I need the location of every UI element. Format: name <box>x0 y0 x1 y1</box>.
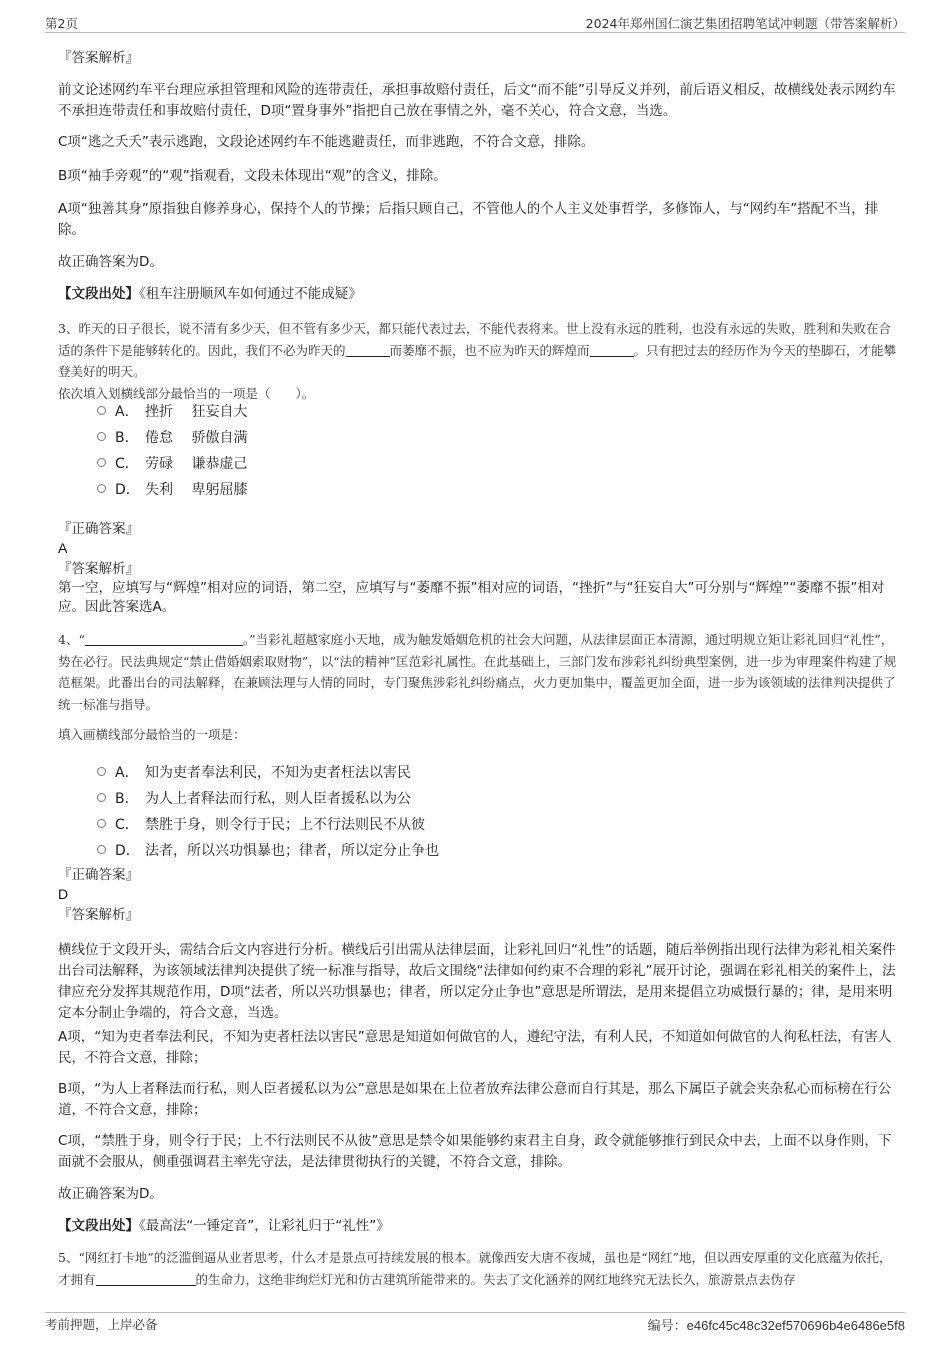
q4-source <box>58 1216 898 1236</box>
paragraph: 横线位于文段开头，需结合后文内容进行分析。横线后引出需从法律层面，让彩礼回归“礼性”的话题，随后举例指出现行法律为彩礼相关案件出台司法解释，为该领域法律判决提供了统一标准与指导，故后文围绕“法律如何约束不合理的彩礼”展开讨论，强调在彩礼相关的案件上，法律应充分发挥其规范作用，D项“法者，所以兴功惧暴也；律者，所以定分止争也”意思是所谓法，是用来提倡立功威慑行暴的；律，是用来明定本分制止争端的，符合文意，当选。 <box>58 942 896 1021</box>
page-number: 第2页 <box>45 16 78 31</box>
source-line <box>58 1216 898 1236</box>
q4-analysis-p1 <box>58 940 898 1024</box>
radio-icon[interactable] <box>97 767 106 776</box>
radio-icon[interactable] <box>97 845 106 854</box>
stem-part: 3、昨天的日子很长，说不清有多少天，但不管有多少天，都只能代表过去，不能代表将来。世上没有永远的胜利，也没有永远的失败，胜利和失败在合适的条件下是能够转化的。因此，我们不必为昨天的 <box>58 321 891 358</box>
q3-options <box>97 398 797 502</box>
question-prompt: 依次填入划横线部分最恰当的一项是（ ）。 <box>58 385 315 401</box>
option-key: C． <box>115 817 139 833</box>
paragraph: C项，“禁胜于身，则令行于民；上不行法则民不从彼”意思是禁令如果能够约束君主自身，政令就能够推行到民众中去，上面不以身作则，下面就不会服从，侧重强调君主率先守法，是法律贯彻执行的关键，不符合文意，排除。 <box>58 1133 892 1170</box>
blank-line <box>85 631 243 646</box>
q4-answer <box>58 865 898 925</box>
blank-line <box>346 342 390 357</box>
option-c[interactable] <box>97 450 797 476</box>
option-d[interactable] <box>97 476 797 502</box>
analysis-label: 『答案解析』 <box>58 561 139 577</box>
stem-part: 而萎靡不振，也不应为昨天的辉煌而 <box>389 342 590 358</box>
radio-icon[interactable] <box>97 819 106 828</box>
page-footer <box>45 1312 905 1333</box>
option-b[interactable] <box>97 785 797 811</box>
option-key: D． <box>115 482 140 498</box>
question-text <box>58 318 898 383</box>
q3-stem <box>58 318 898 404</box>
radio-icon[interactable] <box>97 484 106 493</box>
radio-icon[interactable] <box>97 793 106 802</box>
option-b[interactable] <box>97 424 797 450</box>
option-text: 倦怠 骄傲自满 <box>145 430 248 446</box>
blank-line <box>590 342 634 357</box>
question-text <box>58 1247 898 1290</box>
stem-part: 4、“ <box>58 632 85 647</box>
radio-icon[interactable] <box>97 432 106 441</box>
q5-stem <box>58 1247 898 1291</box>
option-text: 知为吏者奉法利民，不知为吏者枉法以害民 <box>145 765 411 781</box>
q3-answer <box>58 519 898 617</box>
q4-conclusion <box>58 1184 898 1205</box>
option-key: A． <box>115 765 139 781</box>
q2-conclusion <box>58 252 898 273</box>
option-a[interactable] <box>97 759 797 785</box>
q2-analysis-p3 <box>58 166 898 187</box>
q4-stem <box>58 629 898 715</box>
q4-analysis-p2 <box>58 1027 898 1069</box>
option-key: C． <box>115 456 139 472</box>
question-prompt: 填入画横线部分最恰当的一项是： <box>58 727 246 742</box>
page-header <box>45 12 905 33</box>
option-key: A． <box>115 404 139 420</box>
stem-part: 5、“网红打卡地”的泛滥倒逼从业者思考，什么才是景点可持续发展的根本。就像西安大唐不夜城，虽也是“网红”地，但以西安厚重的文化底蕴为依托，才拥有 <box>58 1250 892 1287</box>
footer-slogan: 考前押题，上岸必备 <box>45 1317 158 1332</box>
q2-analysis-p1 <box>58 80 898 122</box>
option-text: 禁胜于身，则令行于民；上不行法则民不从彼 <box>145 817 425 833</box>
correct-answer: D <box>58 886 69 902</box>
correct-answer-label: 『正确答案』 <box>58 867 139 883</box>
option-key: D． <box>115 843 140 859</box>
option-text: 失利 卑躬屈膝 <box>145 482 248 498</box>
paragraph: A项，“知为吏者奉法利民，不知为吏者枉法以害民”意思是知道如何做官的人，遵纪守法，有利人民，不知道如何做官的人徇私枉法，有害人民，不符合文意，排除； <box>58 1029 892 1066</box>
document-title: 2024年郑州国仁演艺集团招聘笔试冲刺题（带答案解析） <box>585 16 905 31</box>
paragraph: 故正确答案为D。 <box>58 254 163 270</box>
q2-source <box>58 284 898 304</box>
option-key: B． <box>115 791 139 807</box>
source-label: 【文段出处】 <box>58 286 139 302</box>
option-text: 挫折 狂妄自大 <box>145 404 248 420</box>
analysis-label: 『答案解析』 <box>58 907 139 923</box>
paragraph: A项“独善其身”原指独自修养身心，保持个人的节操；后指只顾自己，不管他人的个人主义处事哲学，多修饰人，与“网约车”搭配不当，排除。 <box>58 201 879 238</box>
q4-analysis-p3 <box>58 1079 898 1121</box>
source-title: 《租车注册顺风车如何通过不能成疑》 <box>139 286 362 302</box>
option-key: B． <box>115 430 139 446</box>
option-text: 为人上者释法而行私，则人臣者援私以为公 <box>145 791 411 807</box>
analysis-text: 第一空，应填写与“辉煌”相对应的词语，第二空，应填写与“萎靡不振”相对应的词语，“挫折”与“狂妄自大”可分别与“辉煌”“萎靡不振”相对应。因此答案选A。 <box>58 580 885 615</box>
source-line <box>58 284 898 304</box>
document-code: 编号：e46fc45c48c32ef570696b4e6486e5f8 <box>647 1318 905 1333</box>
paragraph: 前文论述网约车平台理应承担管理和风险的连带责任，承担事故赔付责任，后文“而不能”引导反义并列，前后语义相反，故横线处表示网约车不承担连带责任和事故赔付责任，D项“置身事外”指把自己放在事情之外，毫不关心，符合文意，当选。 <box>58 82 896 119</box>
radio-icon[interactable] <box>97 458 106 467</box>
source-title: 《最高法“一锤定音”，让彩礼归于“礼性”》 <box>139 1218 390 1234</box>
correct-answer: A <box>58 540 68 556</box>
q2-analysis-p2 <box>58 132 898 153</box>
stem-part: 的生命力，这绝非绚烂灯光和仿古建筑所能带来的。失去了文化涵养的网红地终究无法长久，旅游景点去伪存 <box>195 1271 796 1287</box>
blank-line <box>96 1271 196 1286</box>
paragraph: C项“逃之夭夭”表示逃跑，文段论述网约车不能逃避责任，而非逃跑，不符合文意，排除。 <box>58 134 595 150</box>
option-c[interactable] <box>97 811 797 837</box>
paragraph: 故正确答案为D。 <box>58 1186 163 1202</box>
question-text <box>58 629 898 715</box>
stem-part: 。只有把过去的经历作为今天的垫脚石，才能攀登美好的明天。 <box>58 342 897 379</box>
paragraph: B项，“为人上者释法而行私，则人臣者援私以为公”意思是如果在上位者放弃法律公意而自行其是，那么下属臣子就会夹杂私心而标榜在行公道，不符合文意，排除； <box>58 1081 892 1118</box>
option-text: 劳碌 谦恭虚己 <box>145 456 248 472</box>
option-text: 法者，所以兴功惧暴也；律者，所以定分止争也 <box>145 843 439 859</box>
q2-analysis-p4 <box>58 199 898 241</box>
q2-analysis <box>58 48 898 68</box>
source-label: 【文段出处】 <box>58 1218 139 1234</box>
correct-answer-label: 『正确答案』 <box>58 521 139 537</box>
option-a[interactable] <box>97 398 797 424</box>
q4-prompt <box>58 724 898 746</box>
option-d[interactable] <box>97 837 797 863</box>
q2-analysis-label: 『答案解析』 <box>58 50 139 66</box>
stem-part: 。”当彩礼超越家庭小天地，成为触发婚姻危机的社会大问题，从法律层面正本清源，通过明规立矩让彩礼回归“礼性”，势在必行。民法典规定“禁止借婚姻索取财物”，以“法的精神”匡范彩礼属性。在此基础上，三部门发布涉彩礼纠纷典型案例，进一步为审理案件构建了规范框架。此番出台的司法解释，在兼顾法理与人情的同时，专门聚焦涉彩礼纠纷痛点，火力更加集中，覆盖更加全面，进一步为该领域的法律判决提供了统一标准与指导。 <box>58 632 897 712</box>
radio-icon[interactable] <box>97 406 106 415</box>
q4-options <box>97 759 797 863</box>
q4-analysis-p4 <box>58 1131 898 1173</box>
paragraph: B项“袖手旁观”的“观”指观看，文段未体现出“观”的含义，排除。 <box>58 168 447 184</box>
